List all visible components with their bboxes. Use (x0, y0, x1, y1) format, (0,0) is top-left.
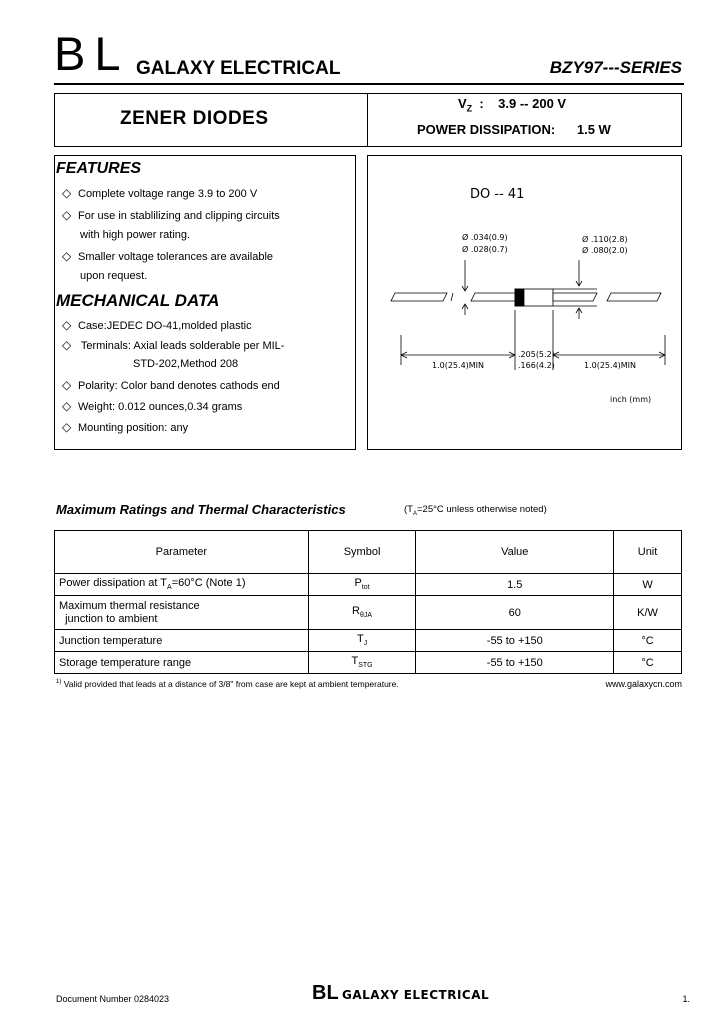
value-cell: 60 (416, 596, 614, 630)
mechanical-item: ◇ Mounting position: any (62, 420, 189, 434)
units-label: inch (mm) (610, 395, 652, 404)
symbol-cell: $P_{tot}$ (308, 574, 416, 596)
footer-brand-name: GALAXY ELECTRICAL (342, 988, 490, 1002)
lead-length-right: 1.0(25.4)MIN (584, 361, 637, 370)
lead-diameter-min: Ø .028(0.7) (462, 245, 508, 254)
features-heading: FEATURES (56, 160, 142, 177)
unit-cell: °C (614, 652, 682, 674)
table-row (55, 596, 682, 630)
column-header-symbol: Symbol (308, 531, 416, 574)
diamond-bullet-icon: ◇ (62, 318, 72, 332)
feature-item-continued: upon request. (80, 270, 148, 282)
package-name: DO -- 41 (470, 187, 525, 202)
value-cell: -55 to +150 (416, 630, 614, 652)
diamond-bullet-icon: ◇ (62, 420, 72, 434)
param-cell: Storage temperature range (55, 652, 309, 674)
unit-cell: K/W (614, 596, 682, 630)
table-row (55, 574, 682, 596)
param-cell: Maximum thermal resistance junction to ambient (55, 596, 309, 630)
cathode-band (515, 289, 524, 306)
mechanical-item: ◇ Weight: 0.012 ounces,0.34 grams (62, 399, 243, 413)
series-title: BZY97---SERIES (549, 58, 682, 77)
unit-cell: °C (614, 630, 682, 652)
diamond-bullet-icon: ◇ (62, 378, 72, 392)
diamond-bullet-icon: ◇ (62, 208, 72, 222)
diamond-bullet-icon: ◇ (62, 249, 72, 263)
feature-item: ◇ For use in stablilizing and clipping circuits (62, 208, 280, 222)
ratings-note: ($T_A=25^\circ C$ unless otherwise noted) (404, 504, 547, 517)
value-cell: -55 to +150 (416, 652, 614, 674)
title-divider (367, 93, 368, 147)
mechanical-item-continued: STD-202,Method 208 (133, 358, 239, 370)
document-number: Document Number 0284023 (56, 994, 170, 1004)
mechanical-item: ◇ Case:JEDEC DO-41,molded plastic (62, 318, 252, 332)
ratings-table (54, 530, 682, 674)
footnote: $^{1)}$ Valid provided that leads at a distance of 3/8" from case are kept at ambient temperature. (56, 679, 399, 689)
feature-item: ◇ Smaller voltage tolerances are available (62, 249, 274, 263)
param-cell: Power dissipation at $T_A=60^\circ C$ (Note 1) (55, 574, 309, 596)
feature-item-continued: with high power rating. (80, 229, 191, 241)
power-dissipation-spec: POWER DISSIPATION: 1.5 W (417, 122, 611, 137)
brand-name: GALAXY ELECTRICAL (136, 58, 341, 79)
page-number: 1. (682, 994, 690, 1004)
column-header-parameter: Parameter (55, 531, 309, 574)
ratings-title: Maximum Ratings and Thermal Characteristics (56, 502, 346, 517)
symbol-cell: $T_J$ (308, 630, 416, 652)
right-lead (553, 293, 597, 301)
column-header-unit: Unit (614, 531, 682, 574)
body-length-max: .205(5.2) (518, 350, 555, 359)
diamond-bullet-icon: ◇ (62, 399, 72, 413)
param-cell: Junction temperature (55, 630, 309, 652)
do41-package-drawing (367, 155, 682, 450)
brand-logo-bl: BL (54, 27, 130, 80)
body-diameter-min: Ø .080(2.0) (582, 246, 628, 255)
left-lead (391, 293, 447, 301)
mechanical-item: ◇ Polarity: Color band denotes cathods end (62, 378, 280, 392)
website-text: www.galaxycn.com (605, 679, 682, 689)
diamond-bullet-icon: ◇ (62, 186, 72, 200)
body-diameter-max: Ø .110(2.8) (582, 235, 628, 244)
right-lead-outer (607, 293, 661, 301)
footer-brand-bl: BL (312, 982, 339, 1004)
table-header-row (55, 531, 682, 574)
left-lead-inner (471, 293, 515, 301)
header-rule (54, 83, 684, 85)
mechanical-heading: MECHANICAL DATA (56, 291, 220, 310)
mechanical-item: ◇ Terminals: Axial leads solderable per MIL- (62, 338, 285, 352)
lead-length-left: 1.0(25.4)MIN (432, 361, 485, 370)
value-cell: 1.5 (416, 574, 614, 596)
feature-item: ◇ Complete voltage range 3.9 to 200 V (62, 186, 258, 200)
zener-voltage-spec: $V_Z$ : 3.9 -- 200 V (458, 96, 567, 114)
table-row (55, 630, 682, 652)
diamond-bullet-icon: ◇ (62, 338, 72, 352)
lead-diameter-max: Ø .034(0.9) (462, 233, 508, 242)
table-row (55, 652, 682, 674)
unit-cell: W (614, 574, 682, 596)
product-title: ZENER DIODES (120, 108, 269, 129)
symbol-cell: $R_{\theta JA}$ (308, 596, 416, 630)
column-header-value: Value (416, 531, 614, 574)
body-length-min: .166(4.2) (518, 361, 555, 370)
symbol-cell: $T_{STG}$ (308, 652, 416, 674)
